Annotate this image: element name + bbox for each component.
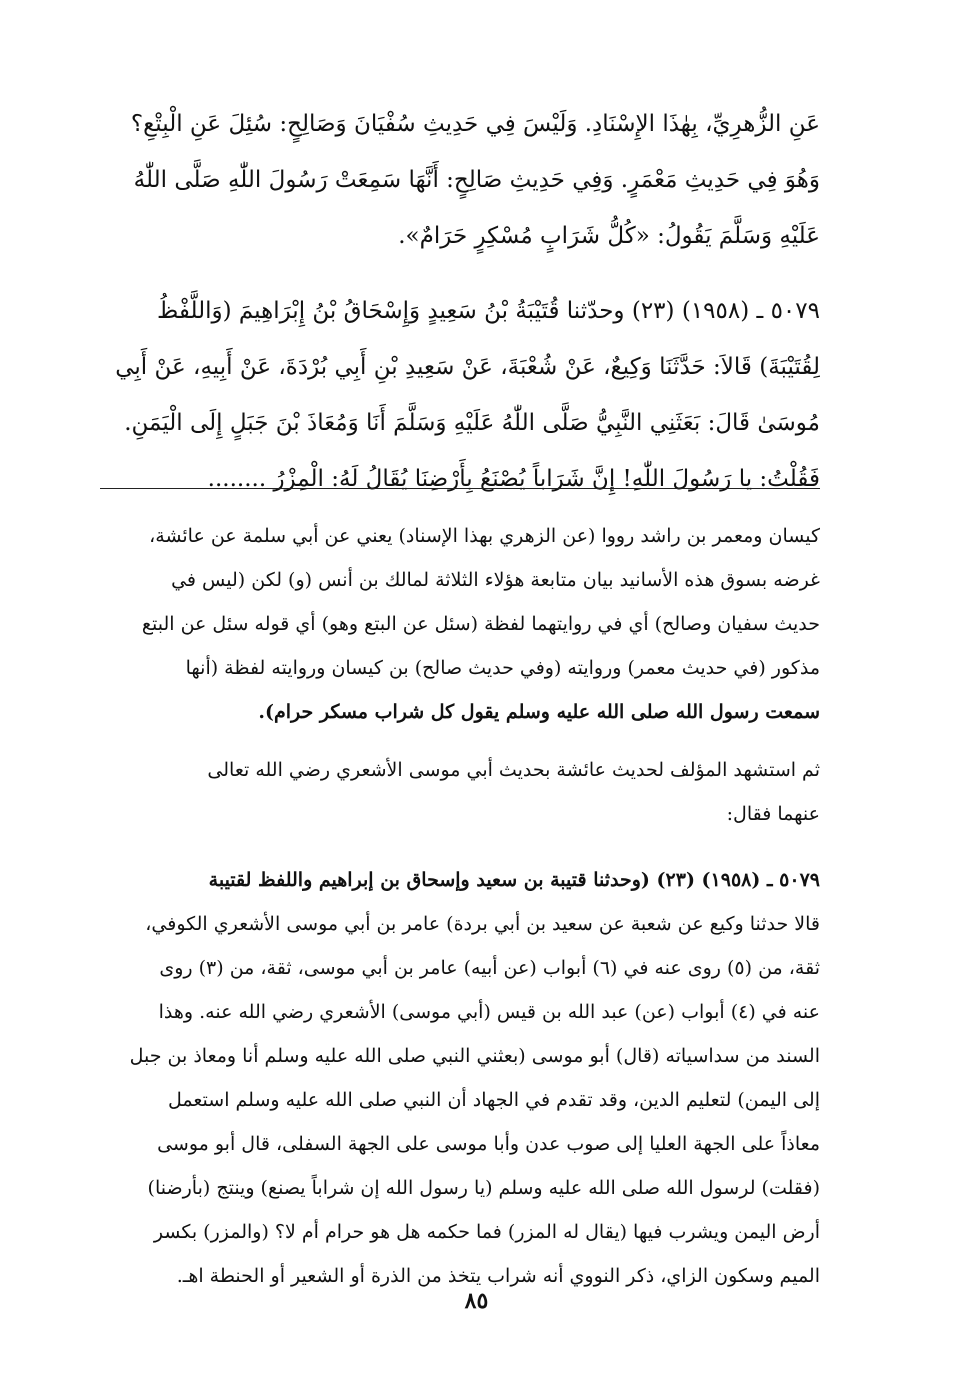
hadith-line: وَهُوَ فِي حَدِيثِ مَعْمَرٍ. وَفِي حَدِيثِ صَالِحٍ: أَنَّهَا سَمِعَتْ رَسُولَ اللّٰهِ صَلَّى اللّٰهُ [133,167,820,193]
commentary-line: السند من سداسياته (قال) أبو موسى (بعثني النبي صلى الله عليه وسلم أنا ومعاذ بن جبل [129,1045,820,1067]
hadith-line: فَقُلْتُ: يا رَسُولَ اللّٰهِ! إِنَّ شَرَاباً يُصْنَعُ بِأَرْضِنَا يُقَالُ لَهُ: الْمِزْرُ ........ [207,466,820,492]
hadith-text-5079 [100,283,820,507]
commentary-line: حديث سفيان وصالح) أي في روايتهما لفظة (سئل عن البتع وهو) أي قوله سئل عن البتع [141,613,820,635]
commentary-line: أرض اليمن ويشرب فيها (يقال له المزر) فما حكمه هل هو حرام أم لا؟ (والمزر) بكسر [153,1221,820,1243]
commentary-line: عنهما فقال: [726,803,820,825]
commentary-line: (فقلت) لرسول الله صلى الله عليه وسلم (يا رسول الله إن شراباً يصنع) وينتج (بأرضنا) [147,1177,820,1199]
hadith-text-continuation [100,96,820,264]
section-divider [100,488,820,489]
commentary-line: قالا حدثنا وكيع عن شعبة عن سعيد بن أبي بردة) عامر بن أبي موسى الأشعري الكوفي، [145,913,820,935]
hadith-line: عَنِ الزُّهرِيِّ، بِهٰذَا الإِسْنَادِ. وَلَيْسَ فِي حَدِيثِ سُفْيَانَ وَصَالِحٍ: سُئِلَ عَنِ الْبِتْعِ؟ [130,111,820,137]
commentary-line: معاذاً على الجهة العليا إلى صوب عدن وأبا موسى على الجهة السفلى، قال أبو موسى [157,1133,820,1155]
hadith-line: ٥٠٧٩ ـ (١٩٥٨) (٢٣) وحدّثنا قُتَيْبَةُ بْنُ سَعِيدٍ وَإِسْحَاقُ بْنُ إِبْرَاهِيمَ (وَاللَّفْظُ [156,298,820,324]
commentary-line: ثقة، من (٥) روى عنه في (٦) أبواب (عن أبيه) عامر بن أبي موسى، ثقة، من (٣) روى [159,957,820,979]
hadith-line: مُوسَىٰ قَالَ: بَعَثَنِي النَّبِيُّ صَلَّى اللّٰهُ عَلَيْهِ وَسَلَّمَ أَنَا وَمُعَاذَ بْنَ جَبَلٍ إِلَى الْيَمَنِ. [124,410,820,436]
page-number: ٨٥ [464,1288,489,1314]
commentary-paragraph-3 [100,858,820,1298]
commentary-line: إلى اليمن) لتعليم الدين، وقد تقدم في الجهاد أن النبي صلى الله عليه وسلم استعمل [168,1089,820,1111]
commentary-line: سمعت رسول الله صلى الله عليه وسلم يقول كل شراب مسكر حرام). [258,701,820,723]
commentary-line: مذكور (في حديث معمر) وروايته (وفي حديث صالح) بن كيسان وروايته لفظة (أنها [185,657,820,679]
hadith-line: عَلَيْهِ وَسَلَّمَ يَقُولُ: «كُلُّ شَرَابٍ مُسْكِرٍ حَرَامٌ». [398,223,820,249]
commentary-line: عنه في (٤) أبواب (عن) عبد الله بن قيس (أبي موسى) الأشعري رضي الله عنه. وهذا [158,1001,820,1023]
commentary-line: كيسان ومعمر بن راشد رووا (عن الزهري بهذا الإسناد) يعني عن أبي سلمة عن عائشة، [149,525,820,547]
commentary-line: ٥٠٧٩ ـ (١٩٥٨) (٢٣) (وحدثنا قتيبة بن سعيد وإسحاق بن إبراهيم واللفظ لقتيبة [208,869,820,891]
hadith-line: لِقُتَيْبَةَ) قَالاَ: حَدَّثَنَا وَكِيعٌ، عَنْ شُعْبَةَ، عَنْ سَعِيدِ بْنِ أَبِي بُرْدَةَ، عَنْ أَبِيهِ، عَنْ أَبِي [115,354,820,380]
commentary-line: الميم وسكون الزاي، ذكر النووي أنه شراب يتخذ من الذرة أو الشعير أو الحنطة اهـ. [176,1265,820,1287]
commentary-line: ثم استشهد المؤلف لحديث عائشة بحديث أبي موسى الأشعري رضي الله تعالى [207,759,820,781]
commentary-paragraph-1 [100,514,820,734]
commentary-line: غرضه بسوق هذه الأسانيد بيان متابعة هؤلاء الثلاثة لمالك بن أنس (و) لكن (ليس في [171,569,820,591]
commentary-paragraph-2 [100,748,820,836]
